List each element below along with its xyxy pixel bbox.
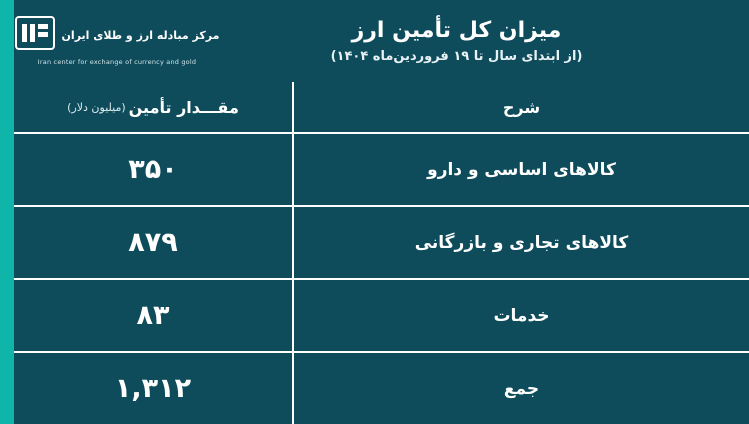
logo-text-en: Iran center for exchange of currency and gold (37, 58, 197, 66)
row-amount: ۱,۳۱۲ (114, 373, 192, 404)
table-row (14, 278, 749, 351)
row-description: جمع (292, 353, 749, 424)
logo-row (15, 16, 220, 54)
row-description: کالاهای تجاری و بازرگانی (292, 207, 749, 278)
header-titles (181, 17, 583, 65)
row-description: خدمات (292, 280, 749, 351)
supply-table (14, 82, 749, 424)
column-header-amount-unit: (میلیون دلار) (67, 100, 126, 114)
row-description: کالاهای اساسی و دارو (292, 134, 749, 205)
table-row (14, 205, 749, 278)
organization-logo (32, 16, 220, 66)
row-amount: ۸۷۹ (128, 227, 178, 258)
logo-mark-icon (15, 16, 55, 54)
accent-bar (0, 0, 14, 424)
column-header-amount (14, 82, 292, 132)
column-header-amount-label: مقـــدار تأمین (128, 97, 239, 117)
page-subtitle: (از ابتدای سال تا ۱۹ فروردین‌ماه ۱۴۰۴) (330, 49, 583, 65)
table-header-row (14, 82, 749, 132)
content-area (14, 0, 749, 424)
page-title: میزان کل تأمین ارز (351, 17, 562, 43)
table-total-row (14, 351, 749, 424)
row-amount: ۸۳ (136, 300, 170, 331)
row-amount: ۳۵۰ (128, 154, 178, 185)
column-header-description: شرح (292, 82, 749, 132)
logo-text-fa: مرکز مبادله ارز و طلای ایران (61, 28, 220, 42)
header-banner (14, 0, 749, 82)
table-row (14, 132, 749, 205)
